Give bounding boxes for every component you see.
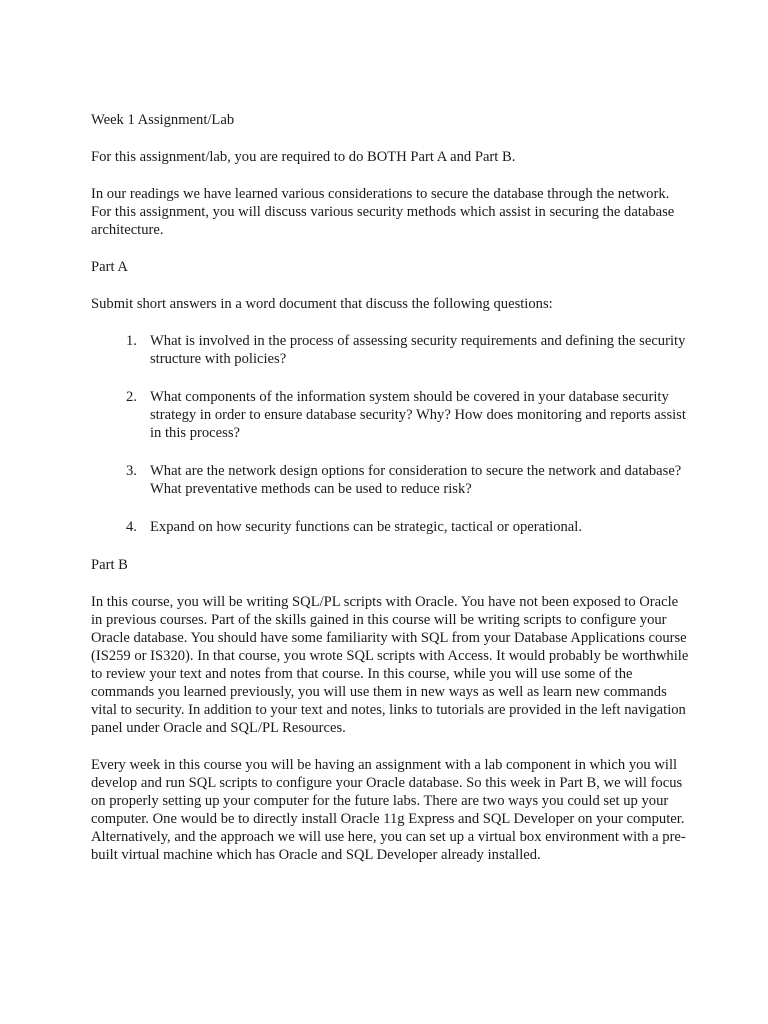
question-text: What are the network design options for consideration to secure the network and database? What preventative methods can be used to reduce risk? [150, 463, 682, 497]
part-b-heading: Part B [91, 557, 128, 573]
document-title: Week 1 Assignment/Lab [91, 112, 235, 128]
question-number: 2. [126, 389, 137, 405]
question-item [91, 462, 691, 498]
part-b-paragraph-1: In this course, you will be writing SQL/PL scripts with Oracle. You have not been exposed to Oracle in previous courses. Part of the skills gained in this course will be writing scripts to configure your Oracle database. You should have some familiarity with SQL from your Database Applications course (IS259 or IS320). In that course, you wrote SQL scripts with Access. It would probably be worthwhile to review your text and notes from that course. In this course, while you will use some of the commands you learned previously, you will use them in new ways as well as learn new commands vital to security. In addition to your text and notes, links to tutorials are provided in the left navigation panel under Oracle and SQL/PL Resources. [91, 594, 689, 736]
question-number: 3. [126, 463, 137, 479]
question-list [91, 332, 691, 536]
intro-paragraph: For this assignment/lab, you are required to do BOTH Part A and Part B. [91, 149, 516, 165]
question-item [91, 332, 691, 368]
question-text: Expand on how security functions can be strategic, tactical or operational. [150, 519, 582, 535]
question-item [91, 388, 691, 442]
question-number: 1. [126, 333, 137, 349]
document-page [91, 111, 691, 864]
question-text: What components of the information system should be covered in your database security strategy in order to ensure database security? Why? How does monitoring and reports assist in this process? [150, 389, 686, 441]
overview-paragraph: In our readings we have learned various considerations to secure the database through the network. For this assignment, you will discuss various security methods which assist in securing the database architecture. [91, 186, 675, 238]
question-number: 4. [126, 519, 137, 535]
question-text: What is involved in the process of assessing security requirements and defining the security structure with policies? [150, 333, 686, 367]
part-a-instruction: Submit short answers in a word document that discuss the following questions: [91, 296, 553, 312]
part-b-paragraph-2: Every week in this course you will be having an assignment with a lab component in which you will develop and run SQL scripts to configure your Oracle database. So this week in Part B, we will focus on properly setting up your computer for the future labs. There are two ways you could set up your computer. One would be to directly install Oracle 11g Express and SQL Developer on your computer. Alternatively, and the approach we will use here, you can set up a virtual box environment with a pre-built virtual machine which has Oracle and SQL Developer already installed. [91, 757, 686, 863]
part-a-heading: Part A [91, 259, 128, 275]
question-item [91, 518, 691, 536]
